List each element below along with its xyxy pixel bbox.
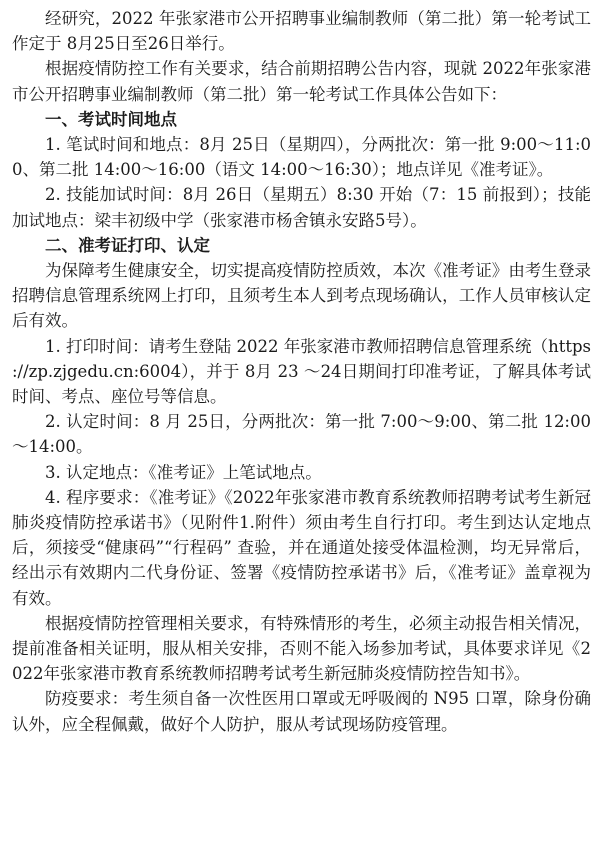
special-case-paragraph: 根据疫情防控管理相关要求，有特殊情形的考生，必须主动报告相关情况，提前准备相关证明，服从相关安排，否则不能入场参加考试，具体要求详见《2022年张家港市教育系统教师招聘考试考生新冠肺炎疫情防控告知书》。 <box>12 613 591 684</box>
intro-paragraph: 经研究，2022 年张家港市公开招聘事业编制教师（第二批）第一轮考试工作定于 8月25日至26日举行。 <box>12 9 591 54</box>
written-exam-item: 1. 笔试时间和地点：8月 25日（星期四），分两批次：第一批 9:00～11:00、第二批 14:00～16:00（语文 14:00～16:30）；地点详见《准考证》。 <box>12 135 591 180</box>
epidemic-requirement-paragraph: 防疫要求：考生须自备一次性医用口罩或无呼吸阀的 N95 口罩，除身份确认外，应全程佩戴，做好个人防护，服从考试现场防疫管理。 <box>12 689 591 734</box>
section-heading-admission-ticket: 二、准考证打印、认定 <box>45 235 210 255</box>
print-time-item: 1. 打印时间：请考生登陆 2022 年张家港市教师招聘信息管理系统（https://zp.zjgedu.cn:6004），并于 8月 23 ～24日期间打印准考证，了解具体考试时间、考点、座位号等信息。 <box>12 336 591 407</box>
confirm-time-item: 2. 认定时间：8 月 25日，分两批次：第一批 7:00～9:00、第二批 12:00～14:00。 <box>12 412 591 457</box>
section-heading-exam-time: 一、考试时间地点 <box>45 109 177 129</box>
confirm-location-item: 3. 认定地点：《准考证》上笔试地点。 <box>45 462 322 482</box>
basis-paragraph: 根据疫情防控工作有关要求，结合前期招聘公告内容，现就 2022年张家港市公开招聘事业编制教师（第二批）第一轮考试工作具体公告如下： <box>12 59 591 104</box>
admission-intro-paragraph: 为保障考生健康安全，切实提高疫情防控质效，本次《准考证》由考生登录招聘信息管理系统网上打印，且须考生本人到考点现场确认，工作人员审核认定后有效。 <box>12 261 591 331</box>
skill-test-item: 2. 技能加试时间：8月 26日（星期五）8:30 开始（7：15 前报到）；技能加试地点：梁丰初级中学（张家港市杨舍镇永安路5号）。 <box>12 185 591 230</box>
procedure-item: 4. 程序要求：《准考证》《2022年张家港市教育系统教师招聘考试考生新冠肺炎疫情防控承诺书》（见附件1.附件）须由考生自行打印。考生到达认定地点后，须接受“健康码”“行程码” 查验，并在通道处接受体温检测，均无异常后，经出示有效期内二代身份证、签署《疫情防控承诺书》后，《准考证》盖章视为有效。 <box>12 487 591 608</box>
